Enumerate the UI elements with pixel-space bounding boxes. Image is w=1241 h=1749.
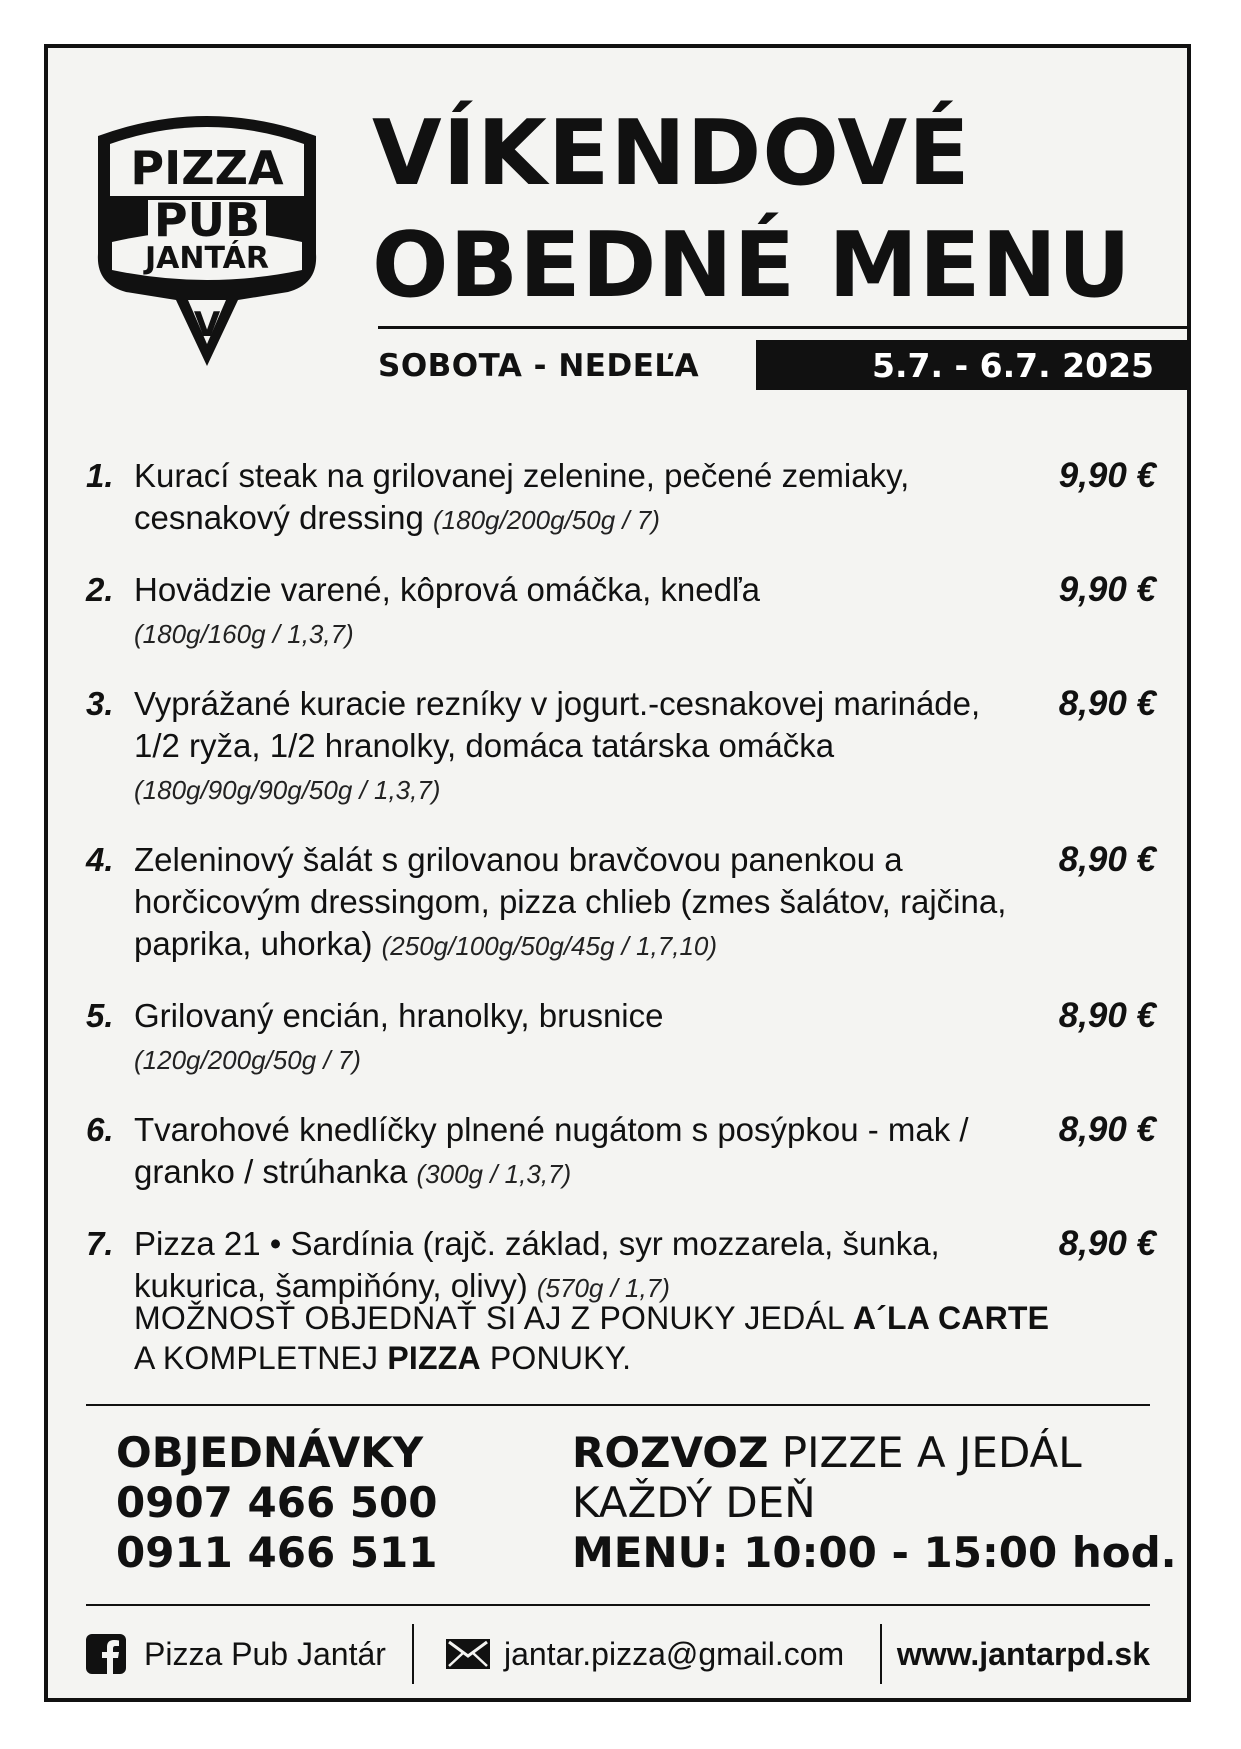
orders-title: OBJEDNÁVKY [116,1428,424,1477]
menu-item [86,1109,1156,1195]
item-price: 8,90 € [1058,1110,1156,1149]
item-text: Grilovaný encián, hranolky, brusnice [134,997,664,1034]
email-link[interactable] [446,1622,844,1686]
item-weights: (250g/100g/50g/45g / 1,7,10) [381,931,718,961]
menu-item [86,569,1156,655]
item-weights: (570g / 1,7) [536,1273,670,1303]
item-description [134,995,1034,1081]
ordering-note [134,1298,1049,1378]
note-part-2: A KOMPLETNEJ [134,1340,388,1376]
facebook-icon [86,1634,126,1674]
footer [86,1622,1150,1686]
title-line-2: OBEDNÉ MENU [372,213,1132,318]
orders-block [116,1428,437,1578]
item-price: 8,90 € [1058,684,1156,723]
days-label: SOBOTA - NEDEĽA [378,348,700,384]
facebook-link[interactable] [86,1622,386,1686]
envelope-icon [446,1639,490,1669]
footer-separator [412,1624,414,1684]
item-price: 8,90 € [1058,1224,1156,1263]
menu-item [86,455,1156,541]
delivery-line-1 [572,1428,1177,1478]
item-weights: (120g/200g/50g / 7) [134,1045,361,1075]
item-number: 2. [86,571,114,608]
divider-top [86,1404,1150,1406]
delivery-bold: ROZVOZ [572,1428,769,1477]
date-range: 5.7. - 6.7. 2025 [872,345,1154,385]
item-weights: (180g/90g/90g/50g / 1,3,7) [134,775,441,805]
item-text: Hovädzie varené, kôprová omáčka, knedľa [134,571,760,608]
item-number: 5. [86,997,114,1034]
menu-item [86,683,1156,811]
item-description [134,455,1034,541]
header-divider [378,326,1190,329]
divider-bottom [86,1604,1150,1606]
item-description [134,1223,1034,1309]
website-link[interactable]: www.jantarpd.sk [896,1636,1150,1672]
title-line-1: VÍKENDOVÉ [372,101,971,206]
menu-item [86,1223,1156,1309]
logo-v: V [193,305,221,345]
note-alacarte: A´LA CARTE [852,1300,1050,1336]
item-text: Pizza 21 • Sardínia (rajč. základ, syr mozzarela, šunka, kukurica, šampiňóny, olivy) [134,1225,940,1304]
page-title [372,98,1132,322]
logo-pub: PUB [153,193,261,247]
item-description [134,1109,1034,1195]
item-number: 6. [86,1111,114,1148]
item-description [134,683,1034,811]
item-weights: (180g/160g / 1,3,7) [134,619,354,649]
item-text: Tvarohové knedlíčky plnené nugátom s posýpkou - mak / granko / strúhanka [134,1111,969,1190]
note-pizza: PIZZA [387,1340,481,1376]
facebook-label: Pizza Pub Jantár [144,1635,386,1672]
delivery-block [572,1428,1177,1578]
item-weights: (300g / 1,3,7) [416,1159,572,1189]
item-text: Vyprážané kuracie rezníky v jogurt.-cesnakovej marináde, 1/2 ryža, 1/2 hranolky, domáca tatárska omáčka [134,685,981,764]
menu-item [86,995,1156,1081]
item-description [134,569,1034,655]
logo-pizza: PIZZA [130,141,284,195]
item-price: 9,90 € [1058,570,1156,609]
footer-separator [880,1624,882,1684]
phone-number-1[interactable]: 0907 466 500 [116,1478,438,1527]
logo-jantar: JANTÁR [145,241,269,276]
delivery-hours: MENU: 10:00 - 15:00 hod. [572,1528,1177,1577]
email-address: jantar.pizza@gmail.com [504,1635,845,1672]
item-price: 9,90 € [1058,456,1156,495]
item-number: 3. [86,685,114,722]
item-number: 4. [86,841,114,878]
pizza-pub-jantar-logo [88,104,326,374]
date-bar [756,340,1190,390]
delivery-rest: PIZZE A JEDÁL [768,1428,1082,1477]
phone-number-2[interactable]: 0911 466 511 [116,1528,438,1577]
note-part-1: MOŽNOSŤ OBJEDNAŤ SI AJ Z PONUKY JEDÁL [134,1300,853,1336]
item-price: 8,90 € [1058,840,1156,879]
item-text: Zeleninový šalát s grilovanou bravčovou panenkou a horčicovým dressingom, pizza chlieb (zmes šalátov, rajčina, paprika, uhorka) [134,841,1007,962]
item-weights: (180g/200g/50g / 7) [432,505,660,535]
item-description [134,839,1034,967]
item-text: Kurací steak na grilovanej zelenine, pečené zemiaky, cesnakový dressing [134,457,910,536]
item-number: 7. [86,1225,114,1262]
delivery-line-2: KAŽDÝ DEŇ [572,1478,816,1527]
item-price: 8,90 € [1058,996,1156,1035]
menu-list [86,455,1156,1337]
menu-item [86,839,1156,967]
item-number: 1. [86,457,114,494]
note-part-3: PONUKY. [480,1340,632,1376]
